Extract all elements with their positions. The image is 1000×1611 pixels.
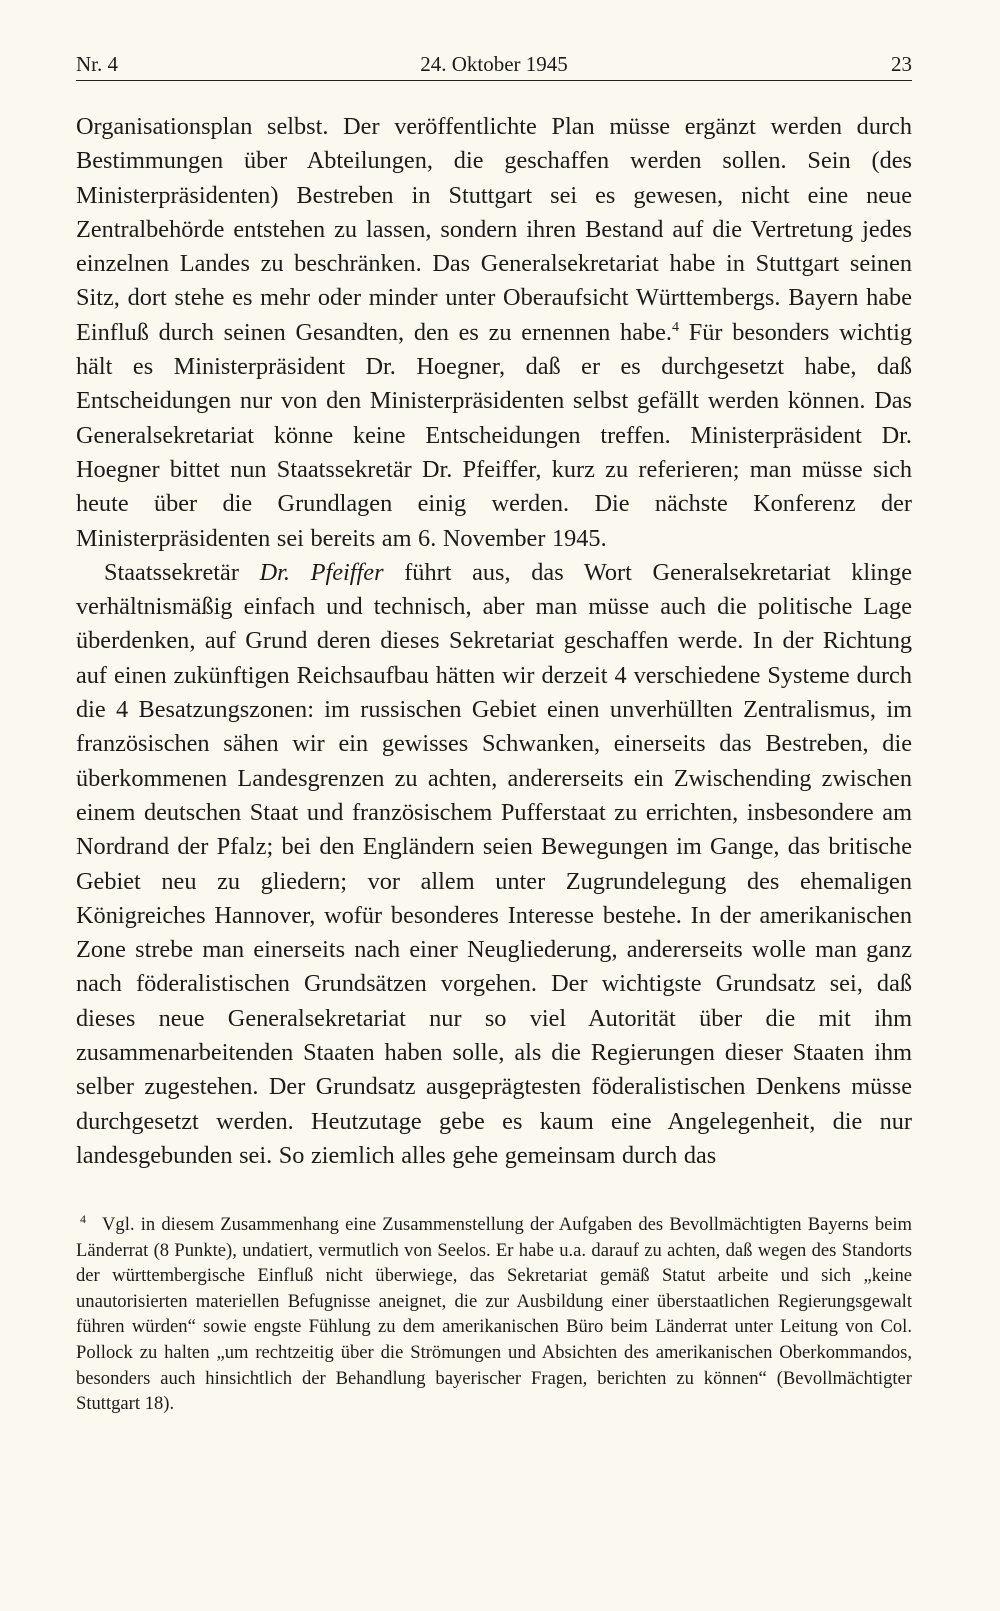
footnote-4	[76, 1212, 912, 1417]
paragraph-2	[76, 556, 912, 1173]
paragraph-1-text-a: Organisationsplan selbst. Der veröffentlichte Plan müsse ergänzt werden durch Bestimmungen über Abteilungen, die geschaffen werden sollen. Sein (des Ministerpräsidenten) Bestreben in Stuttgart sei es gewesen, nicht eine neue Zentralbehörde entstehen zu lassen, sondern ihren Bestand auf die Vertretung jedes einzelnen Landes zu beschränken. Das Generalsekretariat habe in Stuttgart seinen Sitz, dort stehe es mehr oder minder unter Oberaufsicht Württembergs. Bayern habe Einfluß durch seinen Gesandten, den es zu ernennen habe.	[76, 113, 912, 346]
footnote-reference-4[interactable]: 4	[672, 319, 679, 335]
header-date: 24. Oktober 1945	[420, 52, 568, 76]
paragraph-1-text-b: Für besonders wichtig hält es Ministerpräsident Dr. Hoegner, daß er es durchgesetzt habe, daß Entscheidungen nur von den Ministerpräsidenten selbst gefällt werden können. Das Generalsekretariat könne keine Entscheidungen treffen. Ministerpräsident Dr. Hoegner bittet nun Staatssekretär Dr. Pfeiffer, kurz zu referieren; man müsse sich heute über die Grundlagen einig werden. Die nächste Konferenz der Ministerpräsidenten sei bereits am 6. November 1945.	[76, 318, 912, 552]
header-rule	[76, 80, 912, 81]
paragraph-2-text-a: Staatssekretär	[104, 558, 260, 586]
page-number: 23	[891, 52, 912, 76]
main-text	[76, 110, 912, 1173]
footnotes	[76, 1212, 912, 1417]
paragraph-2-text-b: führt aus, das Wort Generalsekretariat klinge verhältnismäßig einfach und technisch, aber man müsse auch die politische Lage überdenken, auf Grund deren dieses Sekretariat geschaffen werde. In der Richtung auf einen zukünftigen Reichsaufbau hätten wir derzeit 4 verschiedene Systeme durch die 4 Besatzungszonen: im russischen Gebiet einen unverhüllten Zentralismus, im französischen sähen wir ein gewisses Schwanken, einerseits das Bestreben, die überkommenen Landesgrenzen zu achten, andererseits ein Zwischending zwischen einem deutschen Staat und französischem Pufferstaat zu errichten, insbesondere am Nordrand der Pfalz; bei den Engländern seien Bewegungen im Gange, das britische Gebiet neu zu gliedern; vor allem unter Zugrundelegung des ehemaligen Königreiches Hannover, wofür besonderes Interesse bestehe. In der amerikanischen Zone strebe man einerseits nach einer Neugliederung, andererseits wolle man ganz nach föderalistischen Grundsätzen vorgehen. Der wichtigste Grundsatz sei, daß dieses neue Generalsekretariat nur so viel Autorität über die mit ihm zusammenarbeitenden Staaten haben solle, als die Regierungen dieser Staaten ihm selber zugestehen. Der Grundsatz ausgeprägtesten föderalistischen Denkens müsse durchgesetzt werden. Heutzutage gebe es kaum eine Angelegenheit, die nur landesgebunden sei. So ziemlich alles gehe gemeinsam durch das	[76, 558, 912, 1169]
issue-number: Nr. 4	[76, 52, 118, 76]
paragraph-1	[76, 110, 912, 556]
footnote-number: 4	[80, 1211, 86, 1226]
speaker-name: Dr. Pfeiffer	[259, 558, 384, 586]
footnote-text: Vgl. in diesem Zusammenhang eine Zusammenstellung der Aufgaben des Bevollmächtigten Bayerns beim Länderrat (8 Punkte), undatiert, vermutlich von Seelos. Er habe u.a. darauf zu achten, daß wegen des Standorts der württembergische Einfluß nicht überwiege, das Sekretariat gemäß Statut arbeite und sich „keine unautorisierten materiellen Befugnisse aneignet, die zur Ausbildung einer überstaatlichen Regierungsgewalt führen würden“ sowie engste Fühlung zu dem amerikanischen Büro beim Länderrat unter Leitung von Col. Pollock zu halten „um rechtzeitig über die Strömungen und Absichten des amerikanischen Oberkommandos, besonders auch hinsichtlich der Behandlung bayerischer Fragen, berichten zu können“ (Bevollmächtigter Stuttgart 18).	[76, 1214, 912, 1415]
running-header	[76, 44, 912, 84]
